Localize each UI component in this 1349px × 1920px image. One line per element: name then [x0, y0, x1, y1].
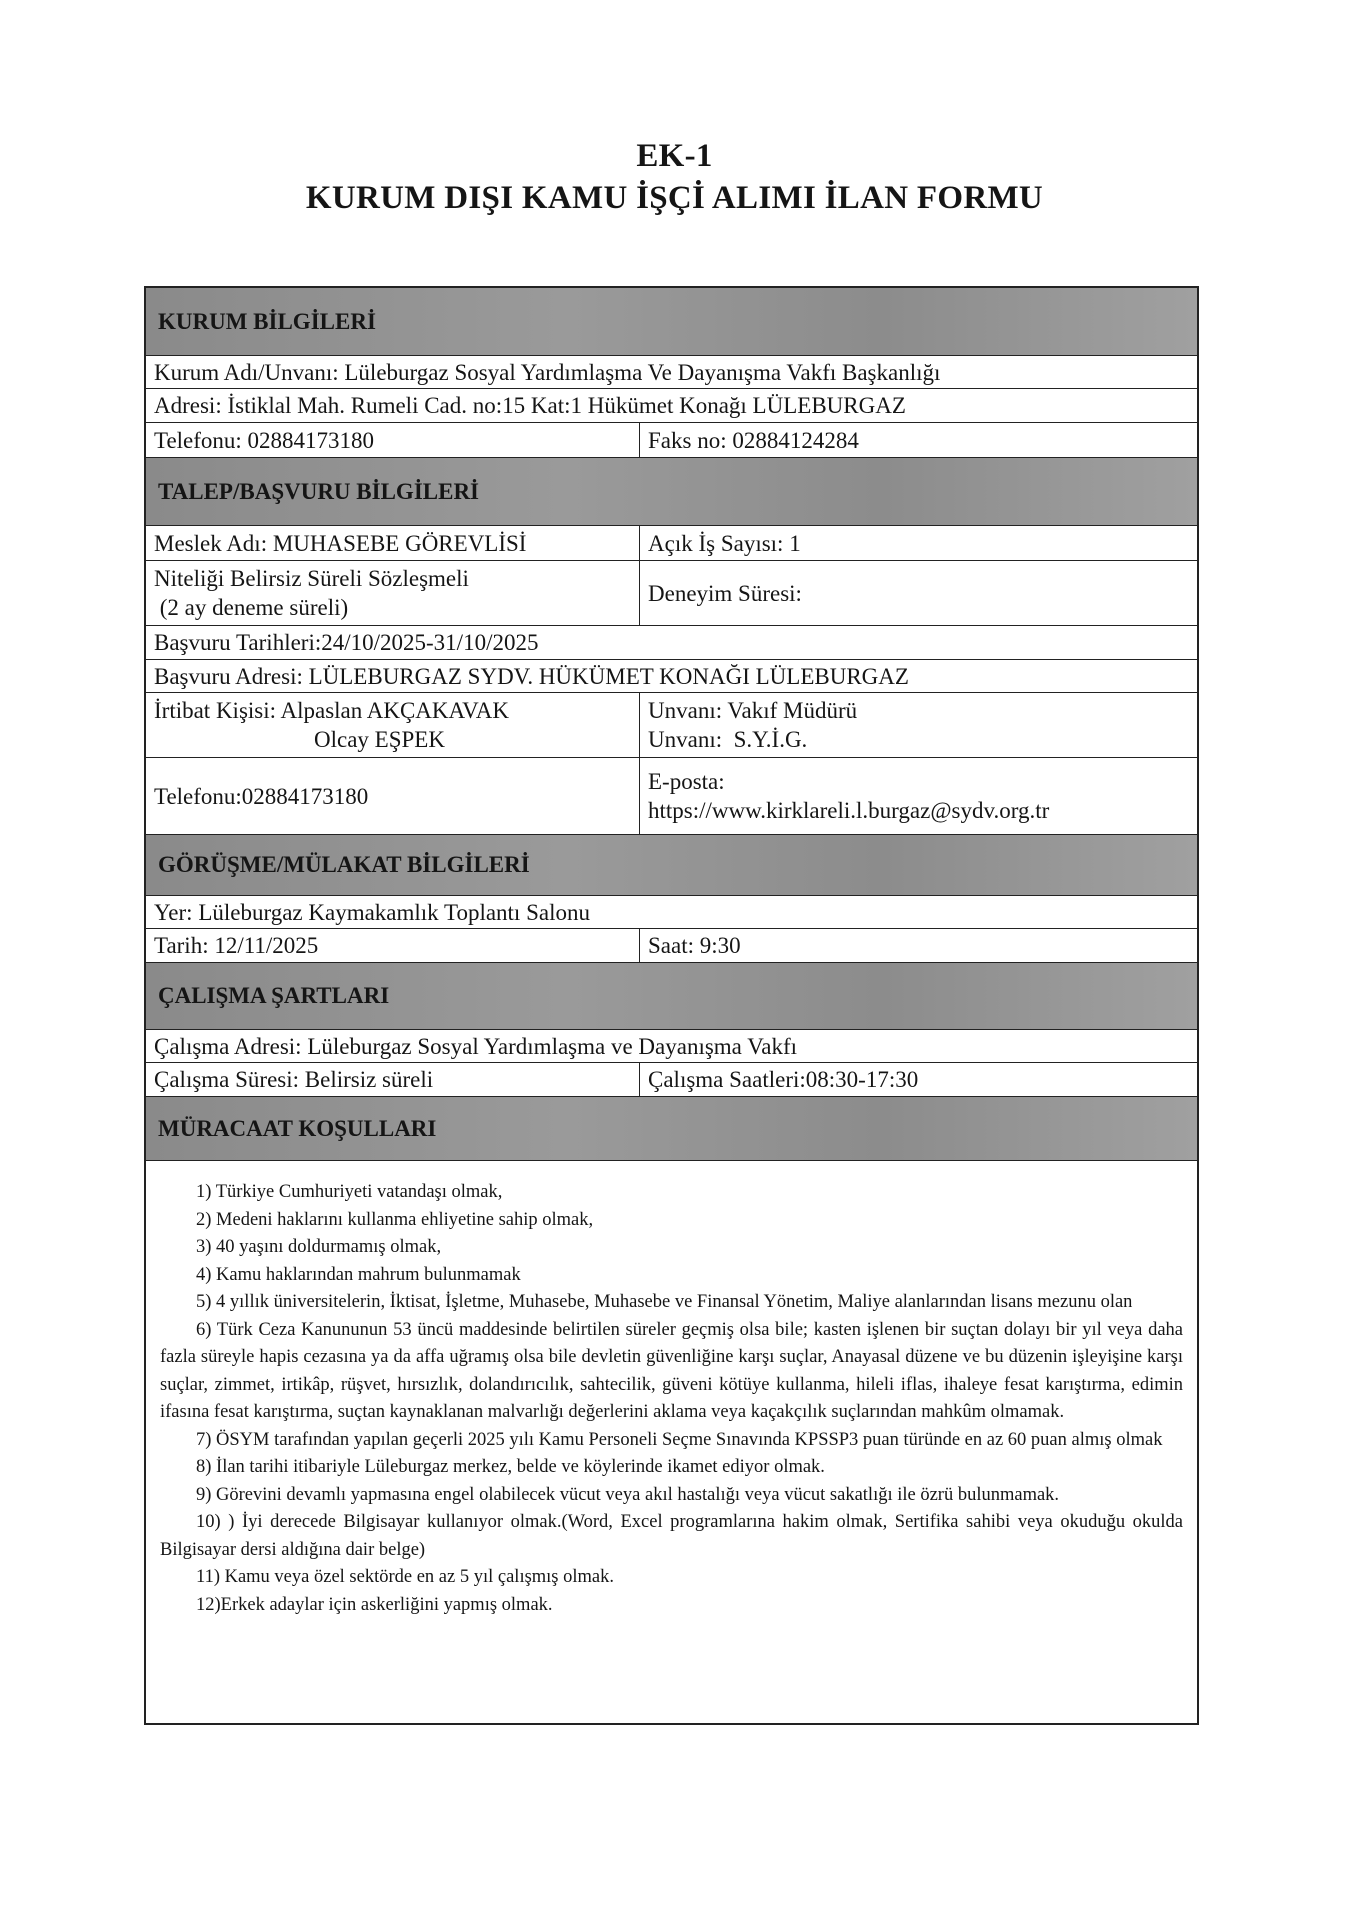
section-header-calisma: ÇALIŞMA ŞARTLARI: [146, 963, 1197, 1030]
contact-email: [640, 758, 1197, 834]
employment-type: [146, 561, 640, 625]
contact-phone: Telefonu:02884173180: [146, 758, 640, 834]
condition-item: 5) 4 yıllık üniversitelerin, İktisat, İşletme, Muhasebe, Muhasebe ve Finansal Yönetim, Maliye alanlarından lisans mezunu olan: [196, 1292, 1133, 1312]
condition-item: 4) Kamu haklarından mahrum bulunmamak: [196, 1264, 521, 1285]
interview-time: Saat: 9:30: [648, 933, 741, 958]
experience-duration: Deneyim Süresi:: [648, 580, 802, 606]
condition-item: 1) Türkiye Cumhuriyeti vatandaşı olmak,: [196, 1182, 503, 1202]
occupation: Meslek Adı: MUHASEBE GÖREVLİSİ: [146, 526, 640, 560]
section-header-kurum: KURUM BİLGİLERİ: [146, 288, 1197, 356]
contact-person-1: İrtibat Kişisi: Alpaslan AKÇAKAVAK: [154, 698, 510, 723]
institution-phone: Telefonu: 02884173180: [146, 423, 640, 457]
condition-item: 8) İlan tarihi itibariyle Lüleburgaz merkez, belde ve köylerinde ikamet ediyor olmak.: [196, 1457, 825, 1477]
work-duration: Çalışma Süresi: Belirsiz süreli: [146, 1063, 640, 1096]
section-header-talep: TALEP/BAŞVURU BİLGİLERİ: [146, 458, 1197, 526]
interview-location: Yer: Lüleburgaz Kaymakamlık Toplantı Salonu: [154, 899, 590, 925]
contact-person-2: Olcay EŞPEK: [314, 727, 445, 752]
email-label: E-posta:: [648, 769, 725, 794]
contact-titles: [640, 693, 1197, 757]
announcement-form: [144, 286, 1199, 1725]
section-header-muracaat: MÜRACAAT KOŞULLARI: [146, 1097, 1197, 1161]
work-address: Çalışma Adresi: Lüleburgaz Sosyal Yardımlaşma ve Dayanışma Vakfı: [154, 1033, 798, 1059]
institution-fax: Faks no: 02884124284: [648, 427, 859, 453]
condition-item: 11) Kamu veya özel sektörde en az 5 yıl çalışmış olmak.: [196, 1567, 615, 1587]
document-title: KURUM DIŞI KAMU İŞÇİ ALIMI İLAN FORMU: [305, 180, 1044, 216]
condition-item: 12)Erkek adaylar için askerliğini yapmış olmak.: [196, 1594, 553, 1615]
employment-type-line1: Niteliği Belirsiz Süreli Sözleşmeli: [154, 566, 469, 591]
condition-item: 2) Medeni haklarını kullanma ehliyetine sahip olmak,: [196, 1209, 594, 1230]
condition-item: 3) 40 yaşını doldurmamış olmak,: [196, 1237, 442, 1257]
document-code: EK-1: [636, 138, 713, 174]
contact-title-1: Unvanı: Vakıf Müdürü: [648, 698, 858, 723]
condition-item: 9) Görevini devamlı yapmasına engel olabilecek vücut veya akıl hastalığı veya vücut sakatlığı ile özrü bulunmamak.: [196, 1484, 1060, 1505]
contact-persons: [146, 693, 640, 757]
work-hours: Çalışma Saatleri:08:30-17:30: [648, 1067, 919, 1092]
section-header-gorusme: GÖRÜŞME/MÜLAKAT BİLGİLERİ: [146, 835, 1197, 896]
open-positions: Açık İş Sayısı: 1: [648, 530, 801, 556]
application-dates: Başvuru Tarihleri:24/10/2025-31/10/2025: [154, 630, 539, 655]
condition-item: 6) Türk Ceza Kanununun 53 üncü maddesinde belirtilen süreler geçmiş olsa bile; kasten işlenen bir suçtan dolayı bir yıl veya daha fazla süreyle hapis cezasına ya da affa uğramış olsa bile devletin güvenliğine karşı suçlar, Anayasal düzene ve bu düzenin işleyişine karşı suçlar, zimmet, irtikâp, rüşvet, hırsızlık, dolandırıcılık, sahtecilik, güveni kötüye kullanma, hileli iflas, ihaleye fesat karıştırma, edimin ifasına fesat karıştırma, suçtan kaynaklanan malvarlığı değerlerini aklama veya kaçakçılık suçlarından mahkûm olmamak.: [160, 1319, 1183, 1422]
condition-item: 10) ) İyi derecede Bilgisayar kullanıyor olmak.(Word, Excel programlarına hakim olmak, Sertifika sahibi veya okuduğu okulda Bilgisayar dersi aldığına dair belge): [160, 1512, 1183, 1560]
institution-address: Adresi: İstiklal Mah. Rumeli Cad. no:15 Kat:1 Hükümet Konağı LÜLEBURGAZ: [154, 393, 906, 418]
interview-date: Tarih: 12/11/2025: [146, 929, 640, 962]
contact-title-2: Unvanı: S.Y.İ.G.: [648, 727, 808, 752]
application-address: Başvuru Adresi: LÜLEBURGAZ SYDV. HÜKÜMET KONAĞI LÜLEBURGAZ: [154, 663, 909, 689]
application-conditions: [146, 1161, 1197, 1723]
email-address[interactable]: https://www.kirklareli.l.burgaz@sydv.org.tr: [648, 798, 1050, 823]
employment-type-line2: (2 ay deneme süreli): [154, 595, 349, 620]
condition-item: 7) ÖSYM tarafından yapılan geçerli 2025 yılı Kamu Personeli Seçme Sınavında KPSSP3 puan türünde en az 60 puan almış olmak: [196, 1429, 1163, 1450]
institution-name: Kurum Adı/Unvanı: Lüleburgaz Sosyal Yardımlaşma Ve Dayanışma Vakfı Başkanlığı: [154, 359, 941, 385]
